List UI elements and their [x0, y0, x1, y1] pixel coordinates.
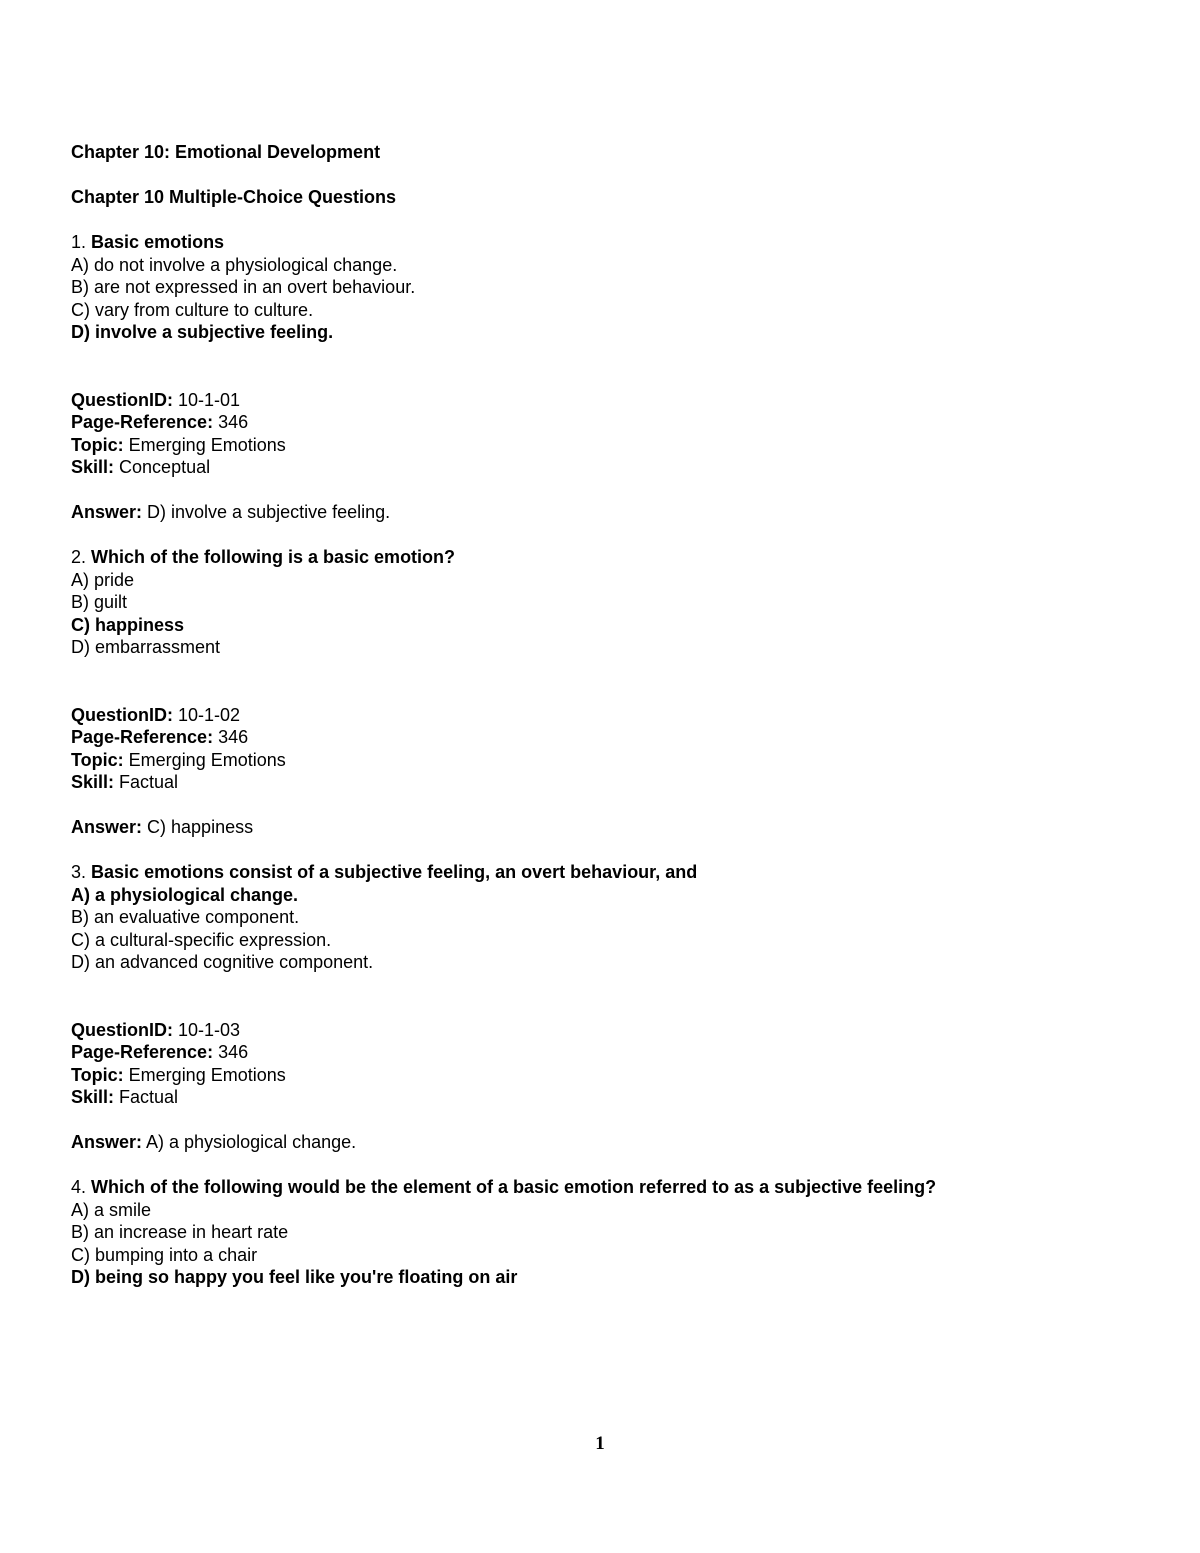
question-id-value: 10-1-01 — [178, 389, 241, 410]
question-id-label: QuestionID: — [71, 704, 173, 725]
page-reference-value: 346 — [218, 412, 249, 432]
page-reference-label: Page-Reference: — [71, 1042, 214, 1062]
question-text: Which of the following is a basic emotion? — [91, 547, 456, 567]
answer-line — [71, 816, 1151, 839]
topic-label: Topic: — [71, 434, 124, 455]
question-stem — [71, 861, 1151, 884]
topic-line — [71, 749, 1151, 772]
page-content — [71, 141, 1151, 1289]
question-id-label: QuestionID: — [71, 1019, 173, 1040]
question-number: 4. — [71, 1177, 87, 1197]
question-stem — [71, 1176, 1151, 1199]
question-text: Basic emotions consist of a subjective feeling, an overt behaviour, and — [91, 862, 698, 882]
option-c: C) a cultural-specific expression. — [71, 929, 332, 950]
question-3 — [71, 861, 1151, 1176]
question-id-line — [71, 704, 1151, 727]
question-4 — [71, 1176, 1151, 1289]
option-a: A) a smile — [71, 1199, 152, 1220]
skill-value: Factual — [119, 1087, 179, 1107]
topic-line — [71, 1064, 1151, 1087]
question-1 — [71, 231, 1151, 546]
topic-value: Emerging Emotions — [128, 749, 286, 770]
answer-line — [71, 1131, 1151, 1154]
option-d-correct: D) being so happy you feel like you're floating on air — [71, 1267, 518, 1287]
option-a: A) do not involve a physiological change. — [71, 254, 398, 275]
question-id-line — [71, 1019, 1151, 1042]
page-reference-value: 346 — [218, 727, 249, 747]
answer-label: Answer: — [71, 817, 143, 837]
page-number: 1 — [595, 1433, 605, 1454]
section-title: Chapter 10 Multiple-Choice Questions — [71, 187, 397, 207]
skill-value: Factual — [119, 772, 179, 792]
question-stem — [71, 546, 1151, 569]
answer-label: Answer: — [71, 502, 143, 522]
topic-label: Topic: — [71, 1064, 124, 1085]
chapter-title: Chapter 10: Emotional Development — [71, 142, 381, 162]
topic-line — [71, 434, 1151, 457]
question-id-label: QuestionID: — [71, 389, 173, 410]
page-reference-line — [71, 1041, 1151, 1064]
option-a: A) pride — [71, 569, 135, 590]
question-text: Basic emotions — [91, 232, 225, 252]
question-2 — [71, 546, 1151, 861]
question-id-value: 10-1-03 — [178, 1019, 241, 1040]
answer-value: C) happiness — [147, 817, 254, 837]
option-c: C) bumping into a chair — [71, 1244, 258, 1265]
question-stem — [71, 231, 1151, 254]
question-id-value: 10-1-02 — [178, 704, 241, 725]
option-d: D) an advanced cognitive component. — [71, 952, 374, 972]
skill-line — [71, 771, 1151, 794]
option-b: B) an increase in heart rate — [71, 1222, 289, 1242]
skill-label: Skill: — [71, 1087, 115, 1107]
skill-label: Skill: — [71, 772, 115, 792]
option-b: B) are not expressed in an overt behaviour. — [71, 277, 416, 297]
answer-value: D) involve a subjective feeling. — [147, 502, 391, 522]
skill-line — [71, 1086, 1151, 1109]
option-a-correct: A) a physiological change. — [71, 884, 299, 905]
page-reference-label: Page-Reference: — [71, 727, 214, 747]
page-reference-label: Page-Reference: — [71, 412, 214, 432]
topic-label: Topic: — [71, 749, 124, 770]
skill-label: Skill: — [71, 457, 115, 477]
option-c: C) vary from culture to culture. — [71, 299, 314, 320]
page-reference-value: 346 — [218, 1042, 249, 1062]
topic-value: Emerging Emotions — [128, 434, 286, 455]
answer-label: Answer: — [71, 1132, 143, 1152]
option-c-correct: C) happiness — [71, 614, 185, 635]
question-number: 3. — [71, 862, 87, 882]
option-b: B) guilt — [71, 592, 128, 612]
skill-value: Conceptual — [119, 457, 211, 477]
option-d: D) embarrassment — [71, 637, 221, 657]
answer-line — [71, 501, 1151, 524]
page-reference-line — [71, 726, 1151, 749]
option-d-correct: D) involve a subjective feeling. — [71, 322, 334, 342]
question-id-line — [71, 389, 1151, 412]
skill-line — [71, 456, 1151, 479]
topic-value: Emerging Emotions — [128, 1064, 286, 1085]
page-reference-line — [71, 411, 1151, 434]
answer-value: A) a physiological change. — [146, 1132, 357, 1152]
question-number: 1. — [71, 232, 87, 252]
question-text: Which of the following would be the element of a basic emotion referred to as a subjective feeling? — [91, 1177, 937, 1197]
question-number: 2. — [71, 547, 87, 567]
option-b: B) an evaluative component. — [71, 907, 300, 927]
